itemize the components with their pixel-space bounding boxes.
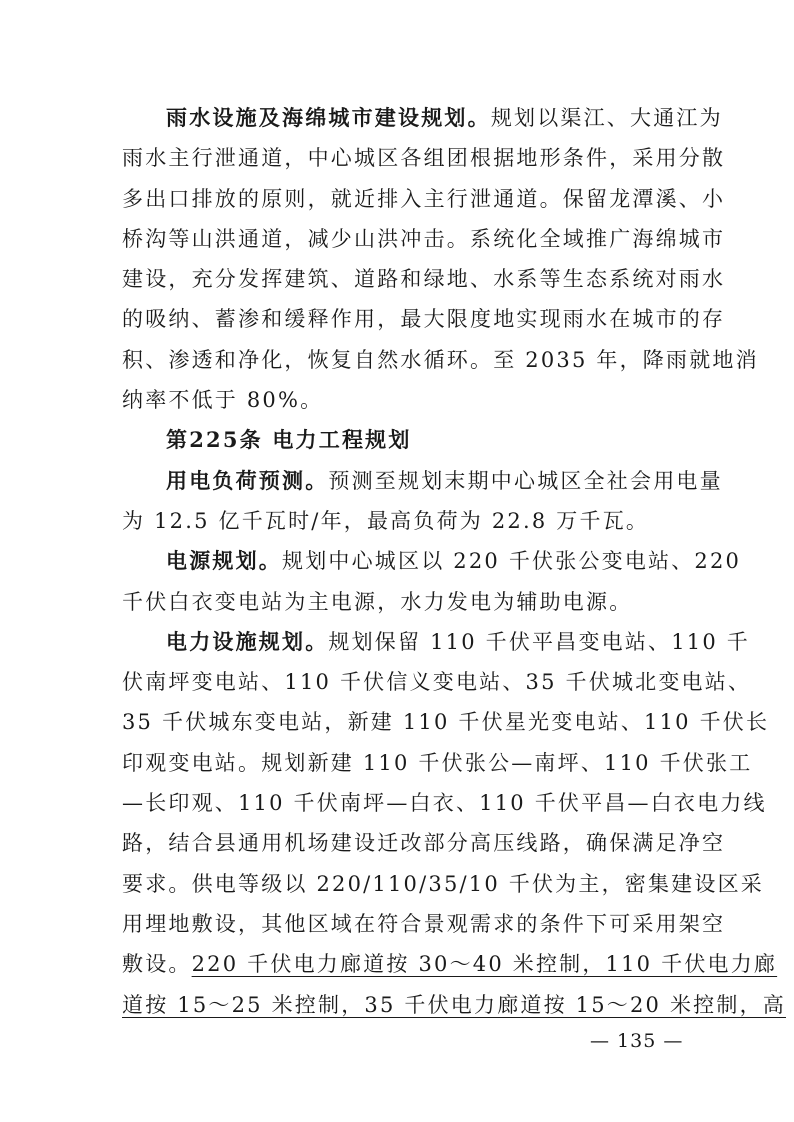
paragraph-line: 雨水主行泄通道，中心城区各组团根据地形条件，采用分散: [122, 146, 726, 171]
underlined-text: 220 千伏电力廊道按 30～40 米控制，110 千伏电力廊: [191, 952, 778, 977]
page-number: — 135 —: [590, 1030, 684, 1052]
paragraph-line: 用埋地敷设，其他区域在符合景观需求的条件下可采用架空: [122, 911, 726, 936]
paragraph-line: 伏南坪变电站、110 千伏信义变电站、35 千伏城北变电站、: [122, 670, 752, 695]
paragraph-line: 多出口排放的原则，就近排入主行泄通道。保留龙潭溪、小: [122, 186, 726, 211]
underlined-text: 道按 15～25 米控制，35 千伏电力廊道按 15～20 米控制，高: [122, 992, 786, 1017]
article-title: 第225条 电力工程规划: [166, 427, 412, 453]
plain-text: 敷设。: [122, 952, 192, 977]
paragraph-load-forecast-line-1: [122, 461, 723, 501]
paragraph-line: 路，结合县通用机场建设迁改部分高压线路，确保满足净空: [122, 831, 726, 856]
power-source-text: 规划中心城区以 220 千伏张公变电站、220: [282, 549, 742, 574]
rainwater-heading: 雨水设施及海绵城市建设规划。: [166, 105, 491, 130]
rainwater-text: 规划以渠江、大通江为: [490, 106, 723, 130]
paragraph-rainwater-line-1: [122, 98, 723, 138]
paragraph-line: 千伏白衣变电站为主电源，水力发电为辅助电源。: [122, 589, 633, 614]
paragraph-line: 桥沟等山洪通道，减少山洪冲击。系统化全域推广海绵城市: [122, 226, 726, 251]
body-text: [122, 98, 786, 1025]
paragraph-line: —长印观、110 千伏南坪—白衣、110 千伏平昌—白衣电力线: [122, 791, 767, 816]
paragraph-line: 为 12.5 亿千瓦时/年，最高负荷为 22.8 万千瓦。: [122, 508, 650, 533]
facilities-heading: 电力设施规划。: [166, 628, 329, 654]
paragraph-line: 的吸纳、蓄渗和缓释作用，最大限度地实现雨水在城市的存: [122, 307, 726, 332]
paragraph-line: 35 千伏城东变电站，新建 110 千伏星光变电站、110 千伏长: [122, 710, 770, 735]
paragraph-line: [122, 944, 778, 984]
load-forecast-heading: 用电负荷预测。: [166, 467, 329, 493]
paragraph-line: 要求。供电等级以 220/110/35/10 千伏为主，密集建设区采: [122, 871, 764, 896]
paragraph-line: [122, 985, 786, 1025]
paragraph-line: 积、渗透和净化，恢复自然水循环。至 2035 年，降雨就地消: [122, 347, 759, 372]
facilities-text: 规划保留 110 千伏平昌变电站、110 千: [328, 629, 750, 654]
load-forecast-text: 预测至规划末期中心城区全社会用电量: [328, 468, 723, 493]
power-source-heading: 电源规划。: [166, 548, 282, 574]
paragraph-power-source-line-1: [122, 541, 742, 581]
paragraph-facilities-line-1: [122, 622, 750, 662]
paragraph-line: 印观变电站。规划新建 110 千伏张公—南坪、110 千伏张工: [122, 750, 753, 775]
paragraph-line: 纳率不低于 80%。: [122, 388, 324, 413]
paragraph-line: 建设，充分发挥建筑、道路和绿地、水系等生态系统对雨水: [122, 267, 726, 292]
